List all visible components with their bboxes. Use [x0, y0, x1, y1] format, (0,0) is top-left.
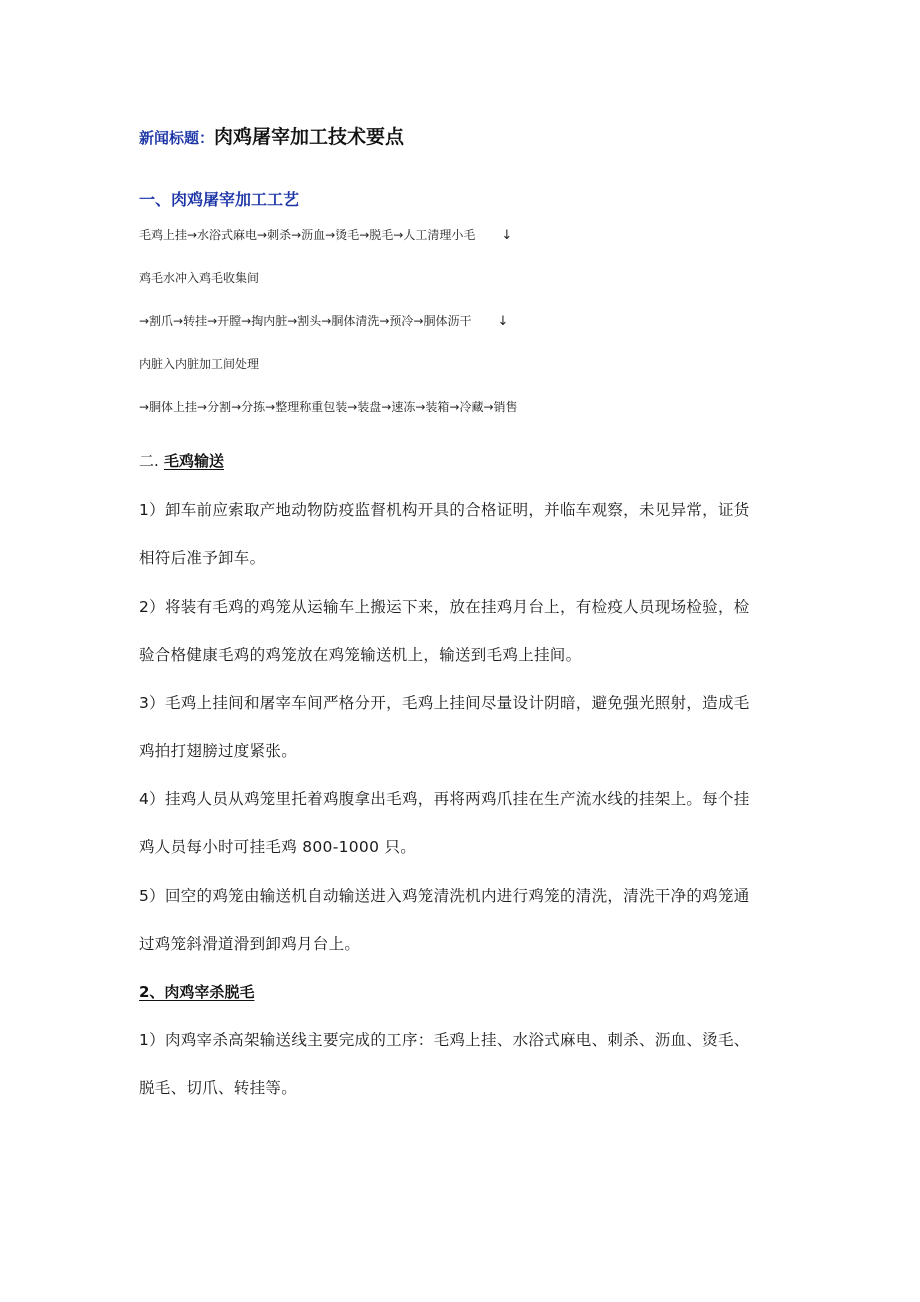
paragraph-line: 相符后准予卸车。: [139, 549, 266, 567]
process-flow-text: →割爪→转挂→开膛→掏内脏→割头→胴体清洗→预冷→胴体沥干: [139, 314, 472, 328]
section-heading-process: 一、肉鸡屠宰加工工艺: [139, 190, 300, 209]
process-flow-text: 内脏入内脏加工间处理: [139, 357, 260, 371]
news-title-prefix: 新闻标题：: [139, 129, 215, 147]
paragraph-line: 过鸡笼斜滑道滑到卸鸡月台上。: [139, 935, 361, 953]
paragraph-line: 1）卸车前应索取产地动物防疫监督机构开具的合格证明，并临车观察，未见异常，证货: [139, 501, 750, 519]
section-number: 二.: [139, 452, 159, 470]
down-arrow-icon: ↓: [501, 228, 513, 243]
paragraph-line: 3）毛鸡上挂间和屠宰车间严格分开，毛鸡上挂间尽量设计阴暗，避免强光照射，造成毛: [139, 694, 750, 712]
paragraph-line: 5）回空的鸡笼由输送机自动输送进入鸡笼清洗机内进行鸡笼的清洗，清洗干净的鸡笼通: [139, 887, 750, 905]
section-heading-slaughter: [139, 981, 254, 1002]
process-flow-line: [139, 269, 259, 286]
paragraph-line: 验合格健康毛鸡的鸡笼放在鸡笼输送机上，输送到毛鸡上挂间。: [139, 646, 582, 664]
section-title: 毛鸡输送: [164, 452, 225, 470]
paragraph-line: 2）将装有毛鸡的鸡笼从运输车上搬运下来，放在挂鸡月台上，有检疫人员现场检验，检: [139, 598, 750, 616]
process-flow-line: [139, 226, 512, 243]
down-arrow-icon: ↓: [497, 314, 509, 329]
process-flow-line: [139, 355, 259, 372]
process-flow-line: [139, 398, 518, 415]
paragraph-line: 脱毛、切爪、转挂等。: [139, 1079, 298, 1097]
process-flow-text: 鸡毛水冲入鸡毛收集间: [139, 271, 260, 285]
section-title: 2、肉鸡宰杀脱毛: [139, 983, 255, 1001]
news-title-main: 肉鸡屠宰加工技术要点: [214, 126, 405, 148]
paragraph-line: 鸡拍打翅膀过度紧张。: [139, 742, 298, 760]
news-title: [139, 122, 404, 149]
process-flow-text: →胴体上挂→分割→分拣→整理称重包装→装盘→速冻→装箱→冷藏→销售: [139, 400, 518, 414]
process-flow-line: [139, 312, 508, 329]
paragraph-line: 鸡人员每小时可挂毛鸡 800-1000 只。: [139, 838, 417, 856]
paragraph-line: 4）挂鸡人员从鸡笼里托着鸡腹拿出毛鸡，再将两鸡爪挂在生产流水线的挂架上。每个挂: [139, 790, 750, 808]
paragraph-line: 1）肉鸡宰杀高架输送线主要完成的工序：毛鸡上挂、水浴式麻电、刺杀、沥血、烫毛、: [139, 1031, 750, 1049]
section-heading-transport: [139, 450, 224, 471]
process-flow-text: 毛鸡上挂→水浴式麻电→刺杀→沥血→烫毛→脱毛→人工清理小毛: [139, 228, 476, 242]
